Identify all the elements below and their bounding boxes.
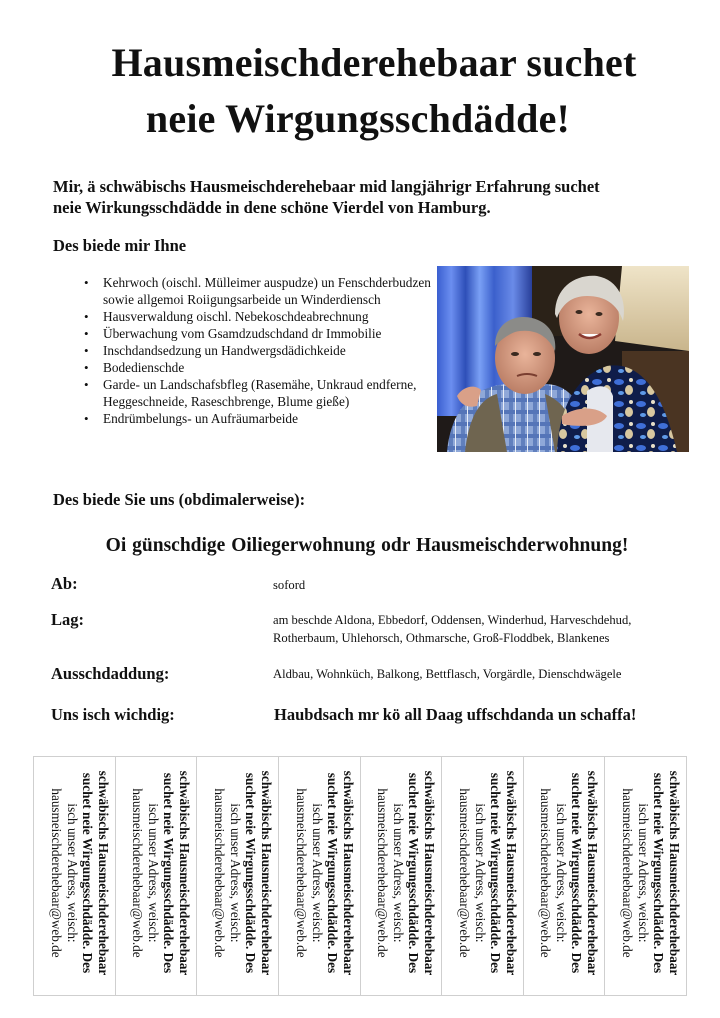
strip-line-2: suchet neie Wirgungsschdädde. Des <box>161 772 177 974</box>
flyer-title-line-1: Hausmeischderehebaar suchet <box>111 40 637 85</box>
strip-line-3: isch unser Adress, weisch: <box>64 803 80 943</box>
row-value-ab: soford <box>273 578 306 592</box>
tear-off-strip[interactable] <box>116 757 198 995</box>
strip-line-2: suchet neie Wirgungsschdädde. Des <box>80 772 96 974</box>
strip-line-3: isch unser Adress, weisch: <box>309 803 325 943</box>
row-label-wichdig: Uns isch wichdig: <box>51 705 175 724</box>
strip-line-2: suchet neie Wirgungsschdädde. Des <box>406 772 422 974</box>
strip-line-2: suchet neie Wirgungsschdädde. Des <box>651 772 667 974</box>
offer-heading: Des biede mir Ihne <box>53 236 187 255</box>
intro-paragraph <box>53 176 713 218</box>
tear-off-strip[interactable] <box>34 757 116 995</box>
row-value-lag: am beschde Aldona, Ebbedorf, Oddensen, Winderhud, Harveschdehud, Rotherbaum, Uhlehorsch, Othmarsche, Groß-Floddbek, Blankenes <box>273 613 632 645</box>
intro-line-1: Mir, ä schwäbischs Hausmeischderehebaar mid langjährigr Erfahrung suchet <box>53 177 600 196</box>
strip-line-3: isch unser Adress, weisch: <box>391 803 407 943</box>
strip-line-1: schwäbischs Hausmeischderehebaar <box>258 770 274 976</box>
services-list <box>67 274 453 427</box>
tear-off-strip-text <box>200 757 278 989</box>
strip-line-3: isch unser Adress, weisch: <box>146 803 162 943</box>
tear-off-strip[interactable] <box>524 757 606 995</box>
flyer-title-line-2: neie Wirgungsschdädde! <box>145 96 571 141</box>
tear-off-strip[interactable] <box>279 757 361 995</box>
strip-line-1: schwäbischs Hausmeischderehebaar <box>667 770 682 976</box>
row-label-lag: Lag: <box>51 610 84 629</box>
row-value-ausschdaddung: Aldbau, Wohnküch, Balkong, Bettflasch, Vorgärdle, Dienschdwägele <box>273 667 622 681</box>
strip-line-1: schwäbischs Hausmeischderehebaar <box>340 770 356 976</box>
strip-line-2: suchet neie Wirgungsschdädde. Des <box>325 772 340 974</box>
row-label-ausschdaddung: Ausschdaddung: <box>51 664 170 683</box>
photo-illustration <box>437 266 689 452</box>
strip-line-2: suchet neie Wirgungsschdädde. Des <box>488 772 504 974</box>
tear-off-strip-text <box>445 757 523 989</box>
strip-email: hausmeischderehebaar@web.de <box>49 788 65 958</box>
tear-off-strip[interactable] <box>442 757 524 995</box>
strip-line-3: isch unser Adress, weisch: <box>636 803 651 943</box>
strip-line-1: schwäbischs Hausmeischderehebaar <box>422 770 438 976</box>
service-item: • Garde- un Landschafsbfleg (Rasemähe, Unkraud endferne, Heggeschneide, Raseschbrenge, Blume gieße) <box>103 376 453 410</box>
tear-off-strip-text <box>37 757 115 989</box>
strip-email: hausmeischderehebaar@web.de <box>294 788 309 958</box>
strip-line-1: schwäbischs Hausmeischderehebaar <box>585 770 601 976</box>
service-item: • Kehrwoch (oischl. Mülleimer auspudze) un Fenschderbudzen sowie allgemoi Roiigungsarbeide un Winderdiensch <box>103 274 453 308</box>
strip-email: hausmeischderehebaar@web.de <box>457 788 473 958</box>
tear-off-strip[interactable] <box>197 757 279 995</box>
service-item: • Bodedienschde <box>103 359 453 376</box>
elderly-couple-photo <box>437 266 689 452</box>
strip-line-1: schwäbischs Hausmeischderehebaar <box>95 770 111 976</box>
strip-email: hausmeischderehebaar@web.de <box>212 788 228 958</box>
intro-line-2: neie Wirkungsschdädde in dene schöne Vierdel von Hamburg. <box>53 198 491 217</box>
service-item: • Überwachung vom Gsamdzudschdand dr Immobilie <box>103 325 453 342</box>
strip-email: hausmeischderehebaar@web.de <box>538 788 554 958</box>
strip-line-1: schwäbischs Hausmeischderehebaar <box>503 770 519 976</box>
service-item: • Hausverwaldung oischl. Nebekoschdeabrechnung <box>103 308 453 325</box>
tear-off-strip-text <box>608 757 686 989</box>
row-label-ab: Ab: <box>51 574 78 593</box>
strip-line-3: isch unser Adress, weisch: <box>227 803 243 943</box>
strip-email: hausmeischderehebaar@web.de <box>375 788 391 958</box>
strip-line-3: isch unser Adress, weisch: <box>554 803 570 943</box>
tear-off-strip-text <box>118 757 196 989</box>
strip-email: hausmeischderehebaar@web.de <box>130 788 146 958</box>
row-value-wichdig: Haubdsach mr kö all Daag uffschdanda un schaffa! <box>274 705 637 724</box>
strip-line-1: schwäbischs Hausmeischderehebaar <box>177 770 193 976</box>
apartment-headline: Oi günschdige Oiliegerwohnung odr Hausmeischderwohnung! <box>105 535 629 556</box>
tear-off-strip[interactable] <box>605 757 686 995</box>
tear-off-strip[interactable] <box>361 757 443 995</box>
service-item: • Endrümbelungs- un Aufräumarbeide <box>103 410 453 427</box>
tear-off-strip-text <box>282 757 360 989</box>
tear-off-strip-text <box>363 757 441 989</box>
strip-line-3: isch unser Adress, weisch: <box>472 803 488 943</box>
want-heading: Des biede Sie uns (obdimalerweise): <box>53 490 306 509</box>
service-item: • Inschdandsedzung un Handwergsdädichkeide <box>103 342 453 359</box>
strip-line-2: suchet neie Wirgungsschdädde. Des <box>243 772 259 974</box>
strip-line-2: suchet neie Wirgungsschdädde. Des <box>569 772 585 974</box>
tear-off-strip-text <box>526 757 604 989</box>
tear-off-strips <box>33 756 687 996</box>
strip-email: hausmeischderehebaar@web.de <box>620 788 636 958</box>
